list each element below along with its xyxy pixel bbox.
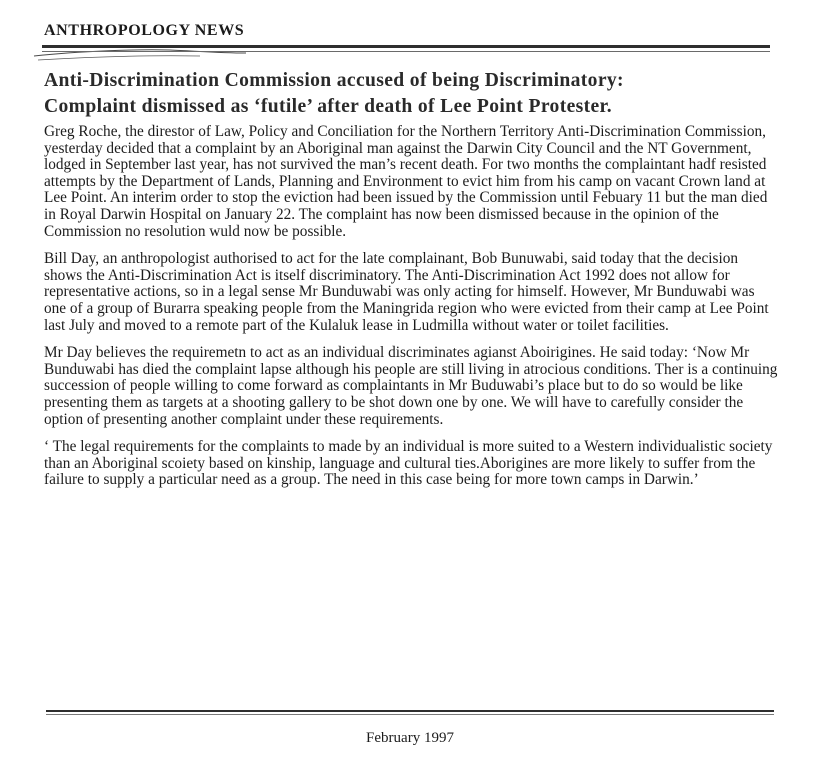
header-rule-thick xyxy=(42,45,770,48)
footer-rule-thick xyxy=(46,710,774,712)
footer-rule-thin xyxy=(46,714,774,715)
article-paragraph-3: Mr Day believes the requiremetn to act as an individual discriminates agianst Aboirigines. He said today: ‘Now Mr Bunduwabi has died the complaint lapse although his people are still living in atrocious conditions. Ther is a continuing succession of people willing to come forward as complaintants in Mr Buduwabi’s place but to do so would be like presenting them as targets at a shooting gallery to be shot down one by one. We will have to carefully consider the option of presenting another complaint under these requirements. xyxy=(44,344,778,428)
article-paragraph-1: Greg Roche, the direstor of Law, Policy and Conciliation for the Northern Territory Anti-Discrimination Commission, yesterday decided that a complaint by an Aboriginal man against the Darwin City Council and the NT Government, lodged in September last year, has not survived the man’s recent death. For two months the complaintant hadf resisted attempts by the Department of Lands, Planning and Environment to evict him from his camp on vacant Crown land at Lee Point. An interim order to stop the eviction had been issued by the Commission until Febuary 11 but the man died in Royal Darwin Hospital on January 22. The complaint has now been dismissed because in the opinion of the Commission no resolution wuld now be possible. xyxy=(44,123,768,240)
article-paragraph-2: Bill Day, an anthropologist authorised to act for the late complainant, Bob Bunuwabi, said today that the decision shows the Anti-Discrimination Act is itself discriminatory. The Anti-Discrimination Act 1992 does not allow for representative actions, so in a legal sense Mr Bunduwabi was only acting for himself. However, Mr Bunduwabi was one of a group of Burarra speaking people from the Maningrida region who were evicted from their camp at Lee Point last July and moved to a remote part of the Kulaluk lease in Ludmilla without water or toilet facilities. xyxy=(44,250,769,334)
headline-line-2: Complaint dismissed as ‘futile’ after death of Lee Point Protester. xyxy=(44,96,613,117)
footer-date: February 1997 xyxy=(366,730,454,746)
article-paragraph-4: ‘ The legal requirements for the complaints to made by an individual is more suited to a Western individualistic society than an Aboriginal scoiety based on kinship, language and cultural ties.Aborigines are more likely to suffer from the failure to supply a particular need as a group. The need in this case being for more town camps in Darwin.’ xyxy=(44,438,773,489)
article-body xyxy=(44,124,779,500)
section-label: ANTHROPOLOGY NEWS xyxy=(44,22,245,39)
headline-line-1: Anti-Discrimination Commission accused of being Discriminatory: xyxy=(44,70,624,91)
header-rule-thin xyxy=(42,51,770,52)
article-headline xyxy=(44,68,784,120)
